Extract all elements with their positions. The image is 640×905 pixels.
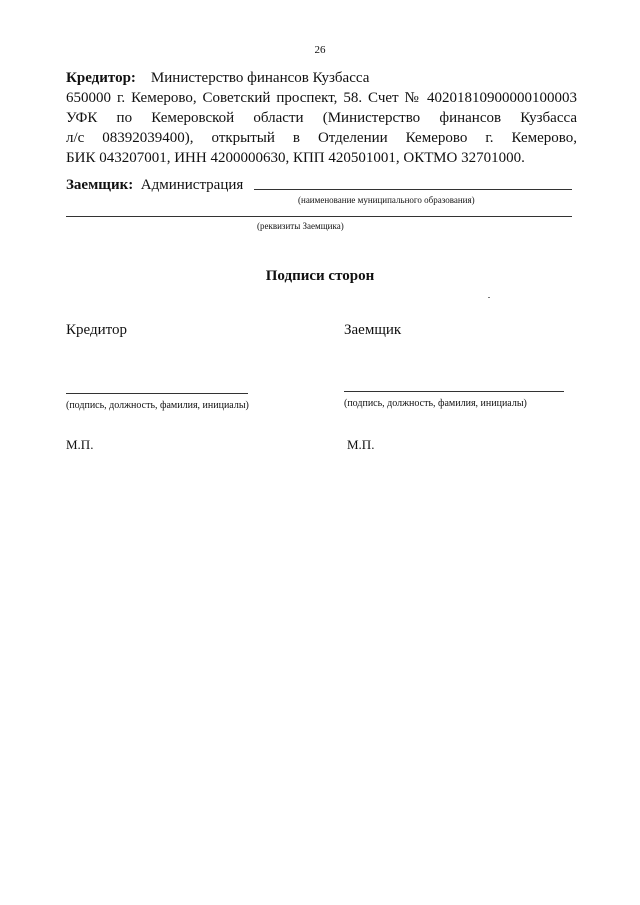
creditor-line-3: л/с 08392039400), открытый в Отделении Кемерово г. Кемерово, — [66, 130, 577, 146]
right-seal-mark: М.П. — [347, 437, 375, 452]
borrower-name-caption: (наименование муниципального образования) — [298, 195, 475, 205]
borrower-details-caption: (реквизиты Заемщика) — [257, 221, 344, 231]
right-party-label: Заемщик — [344, 322, 402, 338]
creditor-line-4: БИК 043207001, ИНН 4200000630, КПП 420501001, ОКТМО 32701000. — [66, 150, 525, 166]
borrower-line — [66, 175, 577, 195]
creditor-name: Министерство финансов Кузбасса — [150, 70, 370, 86]
right-signature-caption: (подпись, должность, фамилия, инициалы) — [344, 398, 527, 409]
creditor-block — [66, 68, 577, 168]
left-signature-line — [66, 393, 248, 394]
right-signature-line — [344, 391, 564, 392]
borrower-details-line — [66, 216, 572, 217]
creditor-line-2: УФК по Кемеровской области (Министерство финансов Кузбасса — [66, 110, 577, 126]
borrower-label: Заемщик — [66, 177, 129, 193]
creditor-line-1: 650000 г. Кемерово, Советский проспект, 58. Счет № 40201810900000100003 — [66, 90, 577, 106]
borrower-label-colon: : — [128, 177, 134, 193]
creditor-label-colon: : — [130, 70, 136, 86]
signatures-heading: Подписи сторон — [265, 268, 375, 284]
borrower-text: Администрация — [140, 177, 244, 193]
left-signature-caption: (подпись, должность, фамилия, инициалы) — [66, 400, 249, 411]
creditor-label: Кредитор — [66, 70, 131, 86]
page-number: 26 — [314, 44, 326, 56]
creditor-header — [66, 68, 577, 88]
stray-mark — [488, 297, 490, 298]
left-seal-mark: М.П. — [66, 437, 94, 452]
borrower-name-line — [254, 189, 572, 190]
left-party-label: Кредитор — [66, 322, 127, 338]
